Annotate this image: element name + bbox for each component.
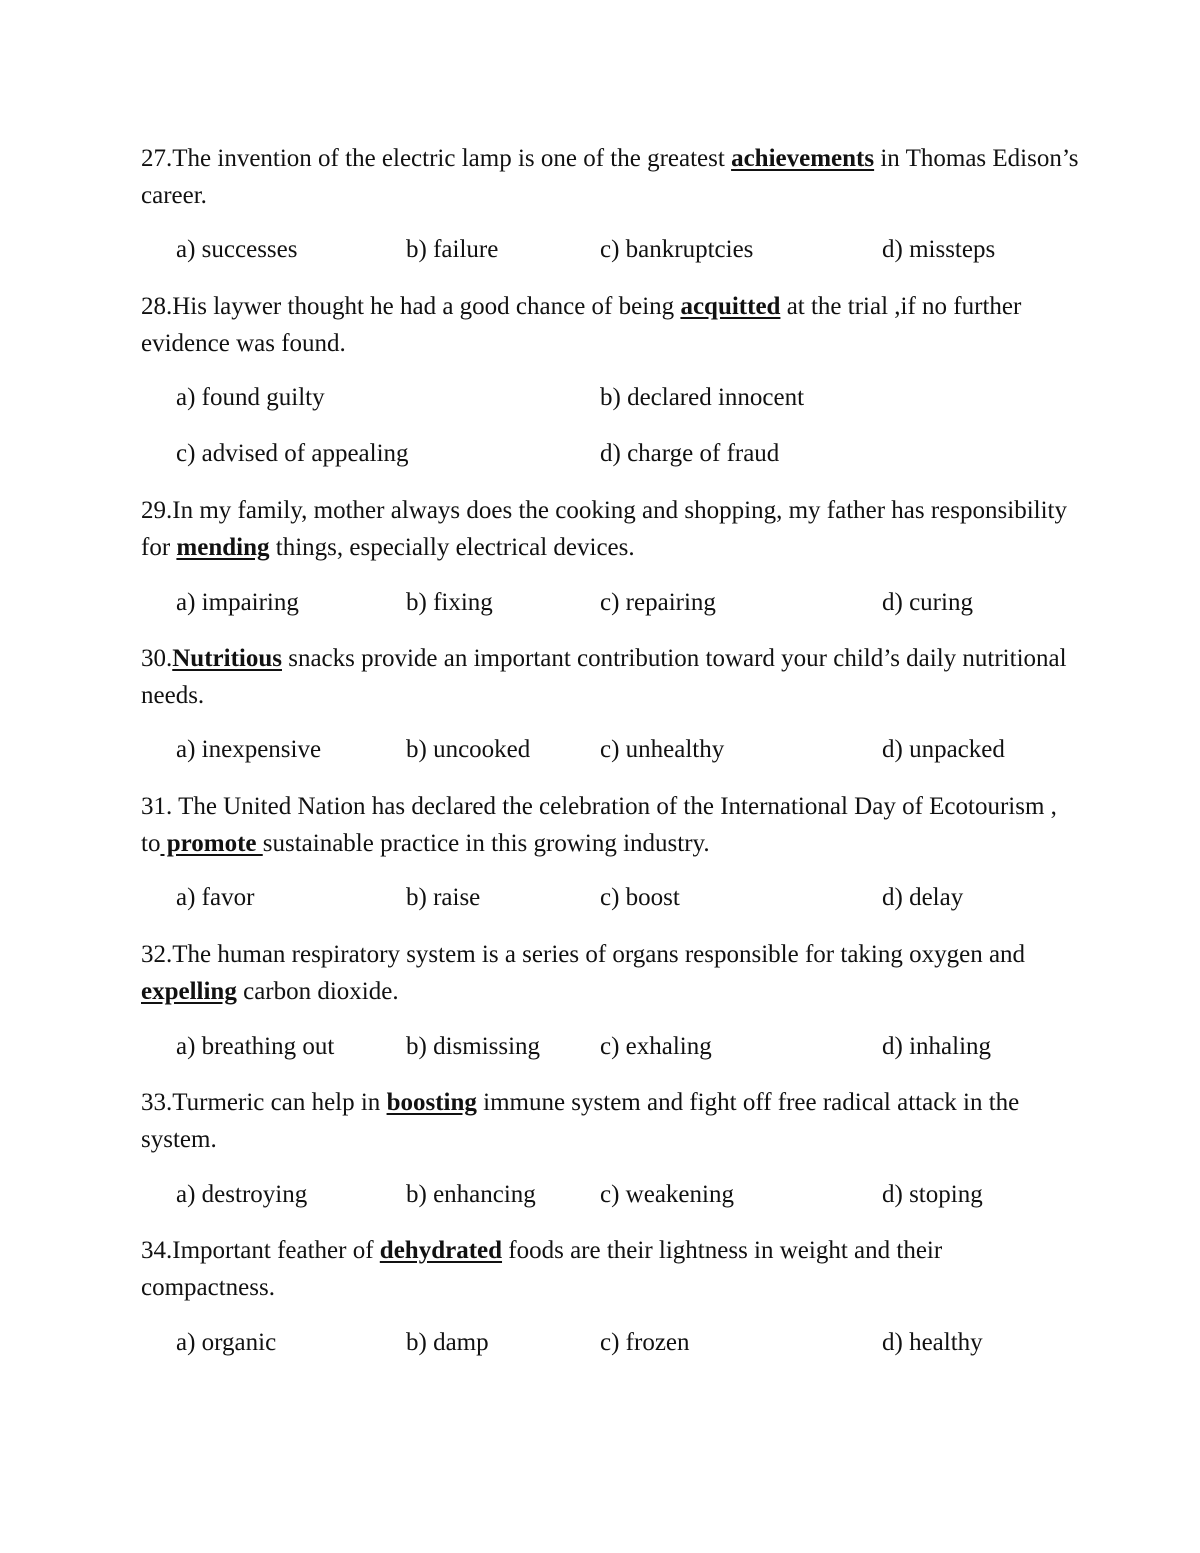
option-c[interactable]: c) frozen (600, 1329, 690, 1356)
option-b[interactable]: b) damp (406, 1329, 489, 1356)
question-text: His laywer thought he had a good chance of being (172, 293, 681, 320)
question-text: The human respiratory system is a series of organs responsible for taking oxygen and (172, 941, 1026, 968)
question-28 (141, 288, 1081, 362)
question-text: immune system and fight off free radical attack in the system. (141, 1089, 1020, 1153)
option-c[interactable]: c) boost (600, 884, 680, 911)
question-keyword: expelling (141, 978, 237, 1005)
question-number: 27. (141, 145, 173, 172)
option-a[interactable]: a) destroying (176, 1181, 308, 1208)
option-d[interactable]: d) delay (882, 884, 964, 911)
option-c[interactable]: c) exhaling (600, 1033, 712, 1060)
option-c[interactable]: c) weakening (600, 1181, 734, 1208)
question-text: things, especially electrical devices. (269, 534, 635, 561)
question-text: The invention of the electric lamp is one of the greatest (172, 145, 732, 172)
option-a[interactable]: a) impairing (176, 589, 299, 616)
question-keyword: boosting (386, 1089, 477, 1116)
option-c[interactable]: c) bankruptcies (600, 236, 754, 263)
question-29 (141, 492, 1081, 566)
option-b[interactable]: b) dismissing (406, 1033, 541, 1060)
option-d[interactable]: d) healthy (882, 1329, 983, 1356)
question-number: 28. (141, 293, 173, 320)
option-a[interactable]: a) breathing out (176, 1033, 335, 1060)
question-31 (141, 788, 1081, 862)
option-c[interactable]: c) repairing (600, 589, 716, 616)
question-text: carbon dioxide. (236, 978, 399, 1005)
question-text: at the trial ,if no further evidence was found. (141, 293, 1022, 357)
option-b[interactable]: b) failure (406, 236, 499, 263)
question-number: 33. (141, 1089, 173, 1116)
option-b[interactable]: b) enhancing (406, 1181, 536, 1208)
option-a[interactable]: a) organic (176, 1329, 277, 1356)
option-d[interactable]: d) unpacked (882, 736, 1005, 763)
option-b[interactable]: b) fixing (406, 589, 493, 616)
question-keyword: promote (160, 830, 263, 857)
option-a[interactable]: a) found guilty (176, 384, 325, 411)
option-d[interactable]: d) stoping (882, 1181, 983, 1208)
question-number: 32. (141, 941, 173, 968)
option-d[interactable]: d) missteps (882, 236, 996, 263)
question-text: Important feather of (172, 1237, 380, 1264)
question-text: sustainable practice in this growing industry. (262, 830, 710, 857)
question-text: foods are their lightness in weight and their compactness. (141, 1237, 943, 1301)
option-d[interactable]: d) inhaling (882, 1033, 992, 1060)
question-32 (141, 936, 1081, 1010)
option-a[interactable]: a) favor (176, 884, 255, 911)
question-keyword: acquitted (680, 293, 781, 320)
question-30 (141, 640, 1081, 714)
question-keyword: Nutritious (172, 645, 282, 672)
option-b[interactable]: b) declared innocent (600, 384, 805, 411)
option-b[interactable]: b) uncooked (406, 736, 531, 763)
option-c[interactable]: c) advised of appealing (176, 440, 409, 467)
question-keyword: mending (176, 534, 270, 561)
question-number: 31. (141, 793, 179, 820)
option-d[interactable]: d) curing (882, 589, 973, 616)
question-text: snacks provide an important contribution toward your child’s daily nutritional needs. (141, 645, 1067, 709)
option-d[interactable]: d) charge of fraud (600, 440, 780, 467)
question-text: The United Nation has declared the celebration of the International Day of Ecotourism , to (141, 793, 1057, 857)
option-a[interactable]: a) inexpensive (176, 736, 322, 763)
question-text: In my family, mother always does the cooking and shopping, my father has responsibility for (141, 497, 1067, 561)
question-33 (141, 1084, 1081, 1158)
question-number: 29. (141, 497, 173, 524)
question-keyword: dehydrated (379, 1237, 503, 1264)
option-b[interactable]: b) raise (406, 884, 481, 911)
question-keyword: achievements (731, 145, 875, 172)
question-text: in Thomas Edison’s career. (141, 145, 1079, 209)
question-text: Turmeric can help in (172, 1089, 387, 1116)
question-number: 34. (141, 1237, 173, 1264)
question-number: 30. (141, 645, 173, 672)
option-a[interactable]: a) successes (176, 236, 298, 263)
question-34 (141, 1232, 1081, 1306)
option-c[interactable]: c) unhealthy (600, 736, 725, 763)
question-27 (141, 140, 1081, 214)
